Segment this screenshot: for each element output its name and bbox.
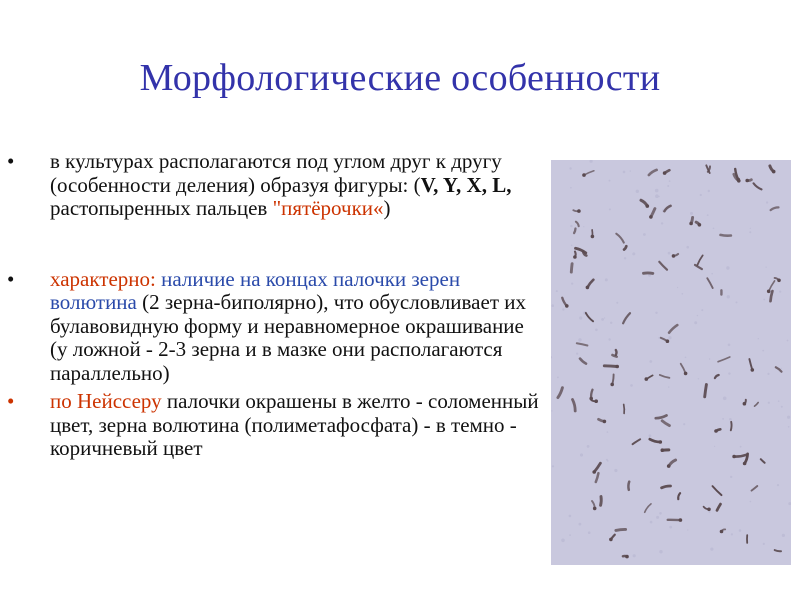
micrograph-texture-speck (787, 416, 790, 419)
micrograph-texture-speck (728, 344, 731, 347)
micrograph-texture-speck (677, 287, 678, 288)
volutin-granule (689, 222, 693, 226)
bullet-highlight: по Нейссеру (50, 389, 162, 413)
volutin-granule (777, 279, 781, 283)
micrograph-texture-speck (570, 225, 572, 227)
micrograph-texture-speck (713, 228, 715, 230)
micrograph-texture-speck (758, 338, 759, 339)
bacterium-rod (656, 415, 667, 418)
micrograph-texture-speck (571, 245, 573, 247)
bacterium-rod (601, 497, 602, 506)
bullet-text: растопыренных пальцев (50, 196, 273, 220)
bacterium-rod (752, 486, 758, 491)
micrograph-texture-speck (569, 167, 571, 169)
micrograph-texture-speck (614, 469, 617, 472)
bullet-text: палочки окрашены в желто - соломенный цвет, зерна волютина (полиметафосфата) - в темно - коричневый цвет (50, 389, 539, 460)
micrograph-texture-speck (609, 208, 611, 210)
volutin-granule (646, 204, 650, 208)
micrograph-texture-speck (661, 222, 663, 224)
volutin-granule (582, 173, 586, 177)
micrograph-texture-speck (655, 189, 659, 193)
bacterium-rod (659, 262, 667, 270)
micrograph-texture-speck (711, 273, 713, 275)
micrograph-texture-speck (682, 293, 684, 295)
volutin-granule (732, 455, 736, 459)
micrograph-texture-speck (707, 214, 709, 216)
micrograph-texture-speck (608, 338, 610, 340)
micrograph-texture-speck (580, 453, 583, 456)
volutin-granule (649, 215, 653, 219)
micrograph-texture-speck (777, 484, 779, 486)
volutin-granule (714, 429, 718, 433)
bacterium-rod (660, 375, 670, 378)
micrograph-texture-speck (583, 226, 584, 227)
volutin-granule (610, 383, 614, 387)
bacterium-rod (612, 355, 616, 357)
micrograph-texture-speck (576, 353, 578, 355)
bacterium-rod (717, 504, 721, 510)
volutin-granule (772, 170, 776, 174)
micrograph-image (551, 160, 791, 565)
micrograph-texture-speck (727, 295, 730, 298)
micrograph-texture-speck (643, 233, 646, 236)
micrograph-texture-speck (687, 529, 688, 530)
micrograph-texture-speck (694, 321, 697, 324)
micrograph-texture-speck (590, 160, 593, 163)
micrograph-texture-speck (778, 400, 780, 402)
volutin-granule (594, 399, 598, 403)
bacterium-rod (586, 313, 593, 321)
micrograph-texture-speck (667, 185, 669, 187)
micrograph-texture-speck (768, 402, 770, 404)
volutin-granule (625, 555, 629, 559)
micrograph-texture-speck (782, 534, 785, 537)
micrograph-texture-speck (766, 201, 768, 203)
micrograph-texture-speck (633, 554, 636, 557)
micrograph-texture-speck (763, 299, 765, 301)
micrograph-texture-speck (655, 312, 657, 314)
bacterium-rod (678, 493, 680, 499)
micrograph-texture-speck (714, 446, 715, 447)
volutin-granule (743, 462, 747, 466)
micrograph-texture-speck (728, 372, 730, 374)
volutin-granule (743, 402, 747, 406)
volutin-granule (603, 420, 607, 424)
micrograph-texture-speck (740, 446, 742, 448)
micrograph-texture-speck (595, 329, 598, 332)
micrograph-texture-speck (609, 180, 611, 182)
micrograph-texture-speck (656, 516, 659, 519)
micrograph-texture-speck (616, 302, 618, 304)
micrograph-texture-speck (767, 373, 769, 375)
volutin-granule (577, 209, 581, 213)
bacterium-rod (718, 357, 730, 362)
micrograph-texture-speck (709, 358, 710, 359)
micrograph-bacteria-drawing (551, 160, 791, 565)
volutin-granule (679, 518, 683, 522)
micrograph-texture-speck (668, 336, 671, 339)
micrograph-texture-speck (579, 523, 582, 526)
volutin-granule (609, 538, 613, 542)
micrograph-texture-speck (570, 187, 572, 189)
micrograph-texture-speck (788, 426, 790, 428)
bacterium-rod (775, 550, 781, 551)
volutin-granule (736, 178, 740, 182)
bacterium-rod (576, 222, 579, 227)
micrograph-texture-speck (588, 531, 591, 534)
bullet-marker: • (7, 389, 15, 413)
micrograph-texture-speck (578, 338, 581, 341)
micrograph-texture-speck (601, 318, 604, 321)
volutin-granule (645, 377, 649, 381)
micrograph-texture-speck (701, 309, 703, 311)
volutin-granule (573, 255, 577, 259)
micrograph-texture-speck (562, 308, 564, 310)
micrograph-texture-speck (579, 316, 582, 319)
bullet-item-cultures (0, 150, 545, 221)
micrograph-texture-speck (610, 322, 612, 324)
bacterium-rod (771, 207, 779, 210)
micrograph-texture-speck (624, 257, 626, 259)
micrograph-texture-speck (750, 501, 752, 503)
micrograph-texture-speck (710, 548, 713, 551)
volutin-granule (667, 464, 671, 468)
micrograph-texture-speck (722, 418, 724, 420)
micrograph-texture-speck (690, 212, 693, 215)
bacterium-rod (697, 255, 702, 265)
micrograph-texture-speck (779, 291, 781, 293)
bullet-text: ) (383, 196, 391, 220)
bacterium-rod (713, 486, 722, 495)
bacterium-rod (776, 367, 782, 371)
volutin-granule (663, 171, 667, 175)
bacterium-rod (573, 400, 576, 412)
bacterium-rod (761, 459, 765, 463)
bacterium-rod (580, 359, 586, 364)
bullet-text: в культурах располагаются под углом друг к другу (особенности деления) образуя фигуры: ( (50, 149, 502, 197)
bacterium-rod (731, 422, 732, 431)
bacterium-rod (628, 482, 629, 490)
micrograph-texture-speck (763, 543, 765, 545)
bullet-blue-text: наличие на концах палочки зерен волютина (50, 266, 461, 314)
micrograph-texture-speck (636, 190, 639, 193)
micrograph-texture-speck (781, 368, 782, 369)
volutin-granule (707, 508, 711, 512)
micrograph-texture-speck (571, 283, 573, 285)
bullet-list (0, 150, 545, 461)
micrograph-texture-speck (781, 406, 783, 408)
bullet-marker: • (7, 266, 15, 291)
micrograph-texture-speck (630, 384, 633, 387)
volutin-granule (615, 365, 619, 369)
micrograph-texture-speck (685, 357, 687, 359)
bacterium-rod (669, 325, 677, 333)
bacterium-rod (633, 439, 641, 444)
micrograph-texture-speck (697, 315, 698, 316)
micrograph-texture-speck (623, 171, 626, 174)
bacterium-rod (616, 529, 626, 530)
bacterium-rod (604, 366, 617, 367)
micrograph-texture-speck (708, 190, 710, 192)
volutin-granule (720, 530, 724, 534)
micrograph-texture-speck (604, 317, 605, 318)
micrograph-texture-speck (659, 550, 662, 553)
bacterium-rod (715, 375, 719, 378)
micrograph-texture-speck (655, 194, 659, 198)
bacterium-rod (662, 486, 671, 488)
volutin-granule (661, 448, 665, 452)
micrograph-texture-speck (669, 526, 672, 529)
bullet-bold-letters: V, Y, X, L, (420, 172, 512, 197)
bacterium-rod (707, 278, 712, 288)
bullet-marker: • (7, 149, 15, 173)
bullet-item-neisser (0, 390, 545, 461)
volutin-granule (593, 507, 597, 511)
micrograph-texture-speck (569, 534, 571, 536)
micrograph-texture-speck (730, 476, 732, 478)
volutin-granule (698, 223, 702, 227)
bacterium-rod (577, 343, 588, 345)
micrograph-texture-speck (669, 180, 671, 182)
bacterium-rod (649, 170, 657, 175)
micrograph-texture-speck (787, 340, 789, 342)
micrograph-texture-speck (650, 521, 653, 524)
bullet-quoted-text: "пятёрочки« (272, 196, 384, 220)
micrograph-texture-speck (668, 252, 671, 255)
bacterium-rod (574, 229, 575, 234)
micrograph-texture-speck (726, 266, 729, 269)
micrograph-texture-speck (731, 533, 733, 535)
volutin-granule (684, 372, 688, 376)
volutin-granule (745, 179, 749, 183)
micrograph-texture-speck (729, 418, 732, 421)
micrograph-texture-speck (766, 267, 767, 268)
micrograph-texture-speck (739, 529, 742, 532)
bacterium-rod (734, 455, 746, 457)
micrograph-texture-speck (607, 431, 609, 433)
micrograph-texture-speck (630, 170, 631, 171)
bacterium-rod (771, 291, 773, 301)
micrograph-texture-speck (649, 434, 652, 437)
volutin-granule (767, 290, 771, 294)
bacterium-rod (755, 403, 759, 407)
bacterium-rod (624, 246, 626, 249)
bacterium-rod (596, 473, 599, 482)
micrograph-texture-speck (551, 356, 552, 358)
micrograph-texture-speck (606, 459, 608, 461)
micrograph-texture-speck (709, 511, 711, 513)
micrograph-texture-speck (551, 410, 552, 411)
micrograph-texture-speck (551, 304, 554, 307)
micrograph-texture-speck (723, 397, 727, 401)
volutin-granule (565, 304, 569, 308)
volutin-granule (751, 368, 755, 372)
bullet-text: (2 зерна-биполярно), что обусловливает их булавовидную форму и неравномерное окрашивание (у ложной - 2-3 зерна и в мазке они располагаются параллельно) (50, 290, 526, 385)
volutin-granule (666, 339, 670, 343)
bacterium-rod (623, 313, 630, 323)
bacterium-rod (705, 385, 707, 397)
bullet-item-volutin (0, 268, 545, 386)
micrograph-texture-speck (569, 515, 572, 518)
micrograph-texture-speck (605, 278, 608, 281)
micrograph-texture-speck (698, 378, 699, 379)
volutin-granule (586, 286, 590, 290)
micrograph-texture-speck (683, 423, 685, 425)
volutin-granule (672, 254, 676, 258)
bacterium-rod (695, 265, 702, 269)
micrograph-texture-speck (700, 194, 702, 196)
volutin-granule (659, 440, 663, 444)
bacterium-rod (571, 264, 572, 272)
micrograph-texture-speck (587, 445, 590, 448)
micrograph-texture-speck (788, 502, 791, 505)
micrograph-texture-speck (649, 360, 652, 363)
bacterium-rod (558, 388, 563, 398)
micrograph-texture-speck (557, 377, 559, 379)
micrograph-texture-speck (749, 231, 751, 233)
micrograph-texture-speck (686, 246, 689, 249)
bacterium-rod (754, 183, 762, 189)
micrograph-texture-speck (659, 512, 662, 515)
micrograph-texture-speck (750, 228, 751, 229)
micrograph-texture-speck (632, 252, 635, 255)
micrograph-texture-speck (552, 465, 554, 467)
micrograph-texture-speck (556, 290, 558, 292)
bullet-highlight: характерно: (50, 266, 156, 291)
bacterium-rod (721, 235, 731, 236)
micrograph-texture-speck (736, 301, 738, 303)
bacterium-rod (662, 421, 669, 426)
bacterium-rod (616, 350, 617, 355)
bacterium-rod (664, 206, 670, 211)
slide-title: Морфологические особенности (139, 57, 661, 99)
bacterium-rod (616, 234, 624, 243)
micrograph-texture-speck (561, 539, 565, 543)
bacterium-rod (645, 504, 651, 512)
micrograph-texture-speck (762, 350, 764, 352)
micrograph-texture-speck (668, 386, 669, 387)
volutin-granule (592, 470, 596, 474)
volutin-granule (591, 235, 595, 239)
bacterium-rod (624, 405, 625, 414)
